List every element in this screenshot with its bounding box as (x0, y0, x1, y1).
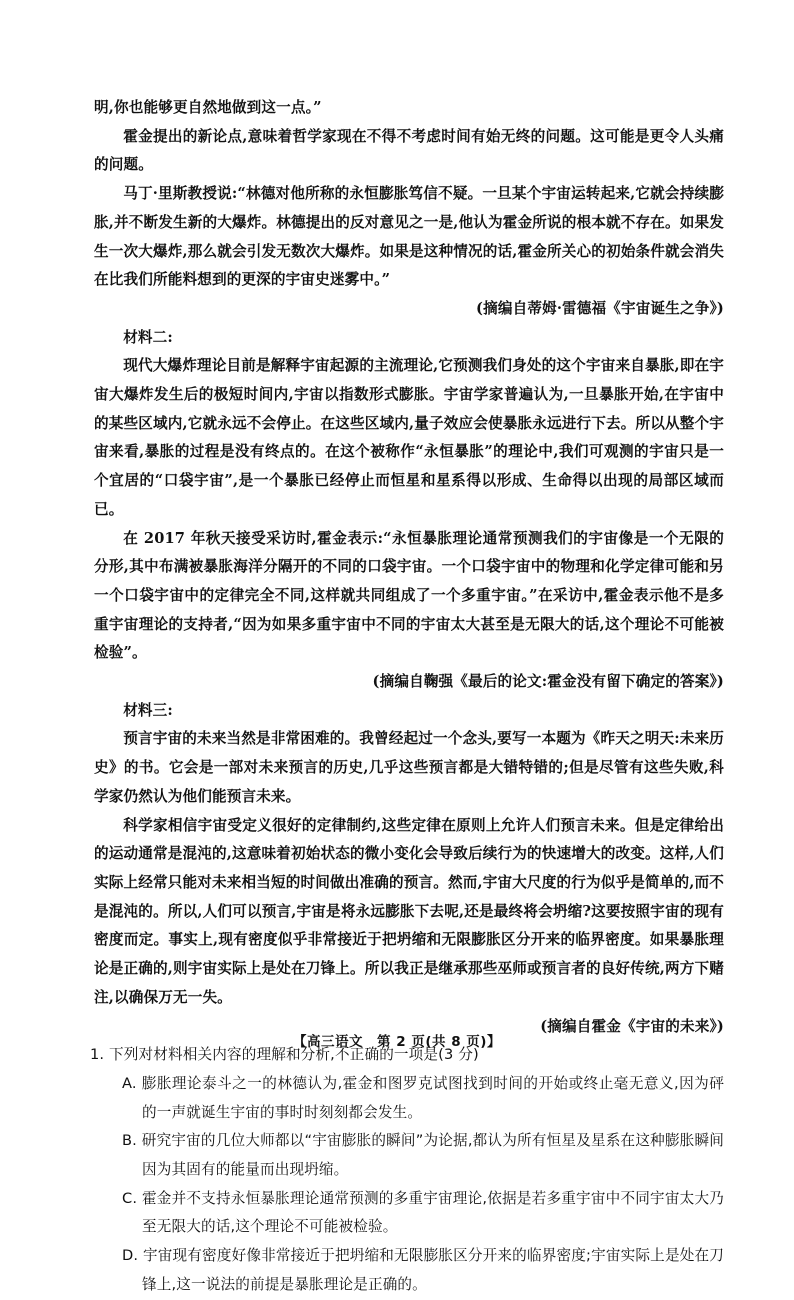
paragraph: 在 2017 年秋天接受采访时,霍金表示:“永恒暴胀理论通常预测我们的宇宙像是一个无限的分形,其中布满被暴胀海洋分隔开的不同的口袋宇宙。一个口袋宇宙中的物理和化学定律可能和另一个口袋宇宙中的定律完全不同,这样就共同组成了一个多重宇宙。”在采访中,霍金表示他不是多重宇宙理论的支持者,“因为如果多重宇宙中不同的宇宙太大甚至是无限大的话,这个理论不可能被检验”。 (94, 529, 724, 662)
question-stem: 1. 下列对材料相关内容的理解和分析,不正确的一项是(3 分) (90, 1046, 479, 1064)
section-heading: 材料二: (123, 328, 173, 346)
paragraph: 预言宇宙的未来当然是非常困难的。我曾经起过一个念头,要写一本题为《昨天之明天:未来历史》的书。它会是一部对未来预言的历史,几乎这些预言都是大错特错的;但是尽管有这些失败,科学家仍然认为他们能预言未来。 (94, 730, 724, 805)
section-heading: 材料三: (123, 701, 173, 719)
option-d: D. 宇宙现有密度好像非常接近于把坍缩和无限膨胀区分开来的临界密度;宇宙实际上是处在刀锋上,这一说法的前提是暴胀理论是正确的。 (122, 1247, 724, 1293)
paragraph: 马丁·里斯教授说:“林德对他所称的永恒膨胀笃信不疑。一旦某个宇宙运转起来,它就会持续膨胀,并不断发生新的大爆炸。林德提出的反对意见之一是,他认为霍金所说的根本就不存在。如果发生一次大爆炸,那么就会引发无数次大爆炸。如果是这种情况的话,霍金所关心的初始条件就会消失在比我们所能料想到的更深的宇宙史迷雾中。” (94, 185, 724, 289)
page-content (90, 94, 724, 1300)
source-citation: (摘编自霍金《宇宙的未来》) (540, 1017, 724, 1035)
source-citation: (摘编自蒂姆·雷德福《宇宙诞生之争》) (476, 299, 724, 317)
paragraph: 霍金提出的新论点,意味着哲学家现在不得不考虑时间有始无终的问题。这可能是更令人头痛的问题。 (94, 127, 724, 174)
source-citation: (摘编自鞠强《最后的论文:霍金没有留下确定的答案》) (372, 673, 724, 691)
paragraph: 科学家相信宇宙受定义很好的定律制约,这些定律在原则上允许人们预言未来。但是定律给出的运动通常是混沌的,这意味着初始状态的微小变化会导致后续行为的快速增大的改变。这样,人们实际上经常只能对未来相当短的时间做出准确的预言。然而,宇宙大尺度的行为似乎是简单的,而不是混沌的。所以,人们可以预言,宇宙是将永远膨胀下去呢,还是最终将会坍缩?这要按照宇宙的现有密度而定。事实上,现有密度似乎非常接近于把坍缩和无限膨胀区分开来的临界密度。如果暴胀理论是正确的,则宇宙实际上是处在刀锋上。所以我正是继承那些巫师或预言者的良好传统,两方下赌注,以确保万无一失。 (94, 816, 724, 1006)
paragraph: 现代大爆炸理论目前是解释宇宙起源的主流理论,它预测我们身处的这个宇宙来自暴胀,即在宇宙大爆炸发生后的极短时间内,宇宙以指数形式膨胀。宇宙学家普遍认为,一旦暴胀开始,在宇宙中的某些区域内,它就永远不会停止。在这些区域内,量子效应会使暴胀永远进行下去。所以从整个宇宙来看,暴胀的过程是没有终点的。在这个被称作“永恒暴胀”的理论中,我们可观测的宇宙只是一个宜居的“口袋宇宙”,是一个暴胀已经停止而恒星和星系得以形成、生命得以出现的局部区域而已。 (94, 357, 724, 518)
option-a: A. 膨胀理论泰斗之一的林德认为,霍金和图罗克试图找到时间的开始或终止毫无意义,因为砰的一声就诞生宇宙的事时时刻刻都会发生。 (122, 1074, 724, 1121)
option-c: C. 霍金并不支持永恒暴胀理论通常预测的多重宇宙理论,依据是若多重宇宙中不同宇宙太大乃至无限大的话,这个理论不可能被检验。 (122, 1189, 724, 1236)
page-footer: 【高三语文 第 2 页(共 8 页)】 (293, 1034, 501, 1050)
paragraph-continued: 明,你也能够更自然地做到这一点。” (94, 99, 322, 116)
option-b: B. 研究宇宙的几位大师都以“宇宙膨胀的瞬间”为论据,都认为所有恒星及星系在这种膨胀瞬间因为其固有的能量而出现坍缩。 (122, 1132, 724, 1179)
